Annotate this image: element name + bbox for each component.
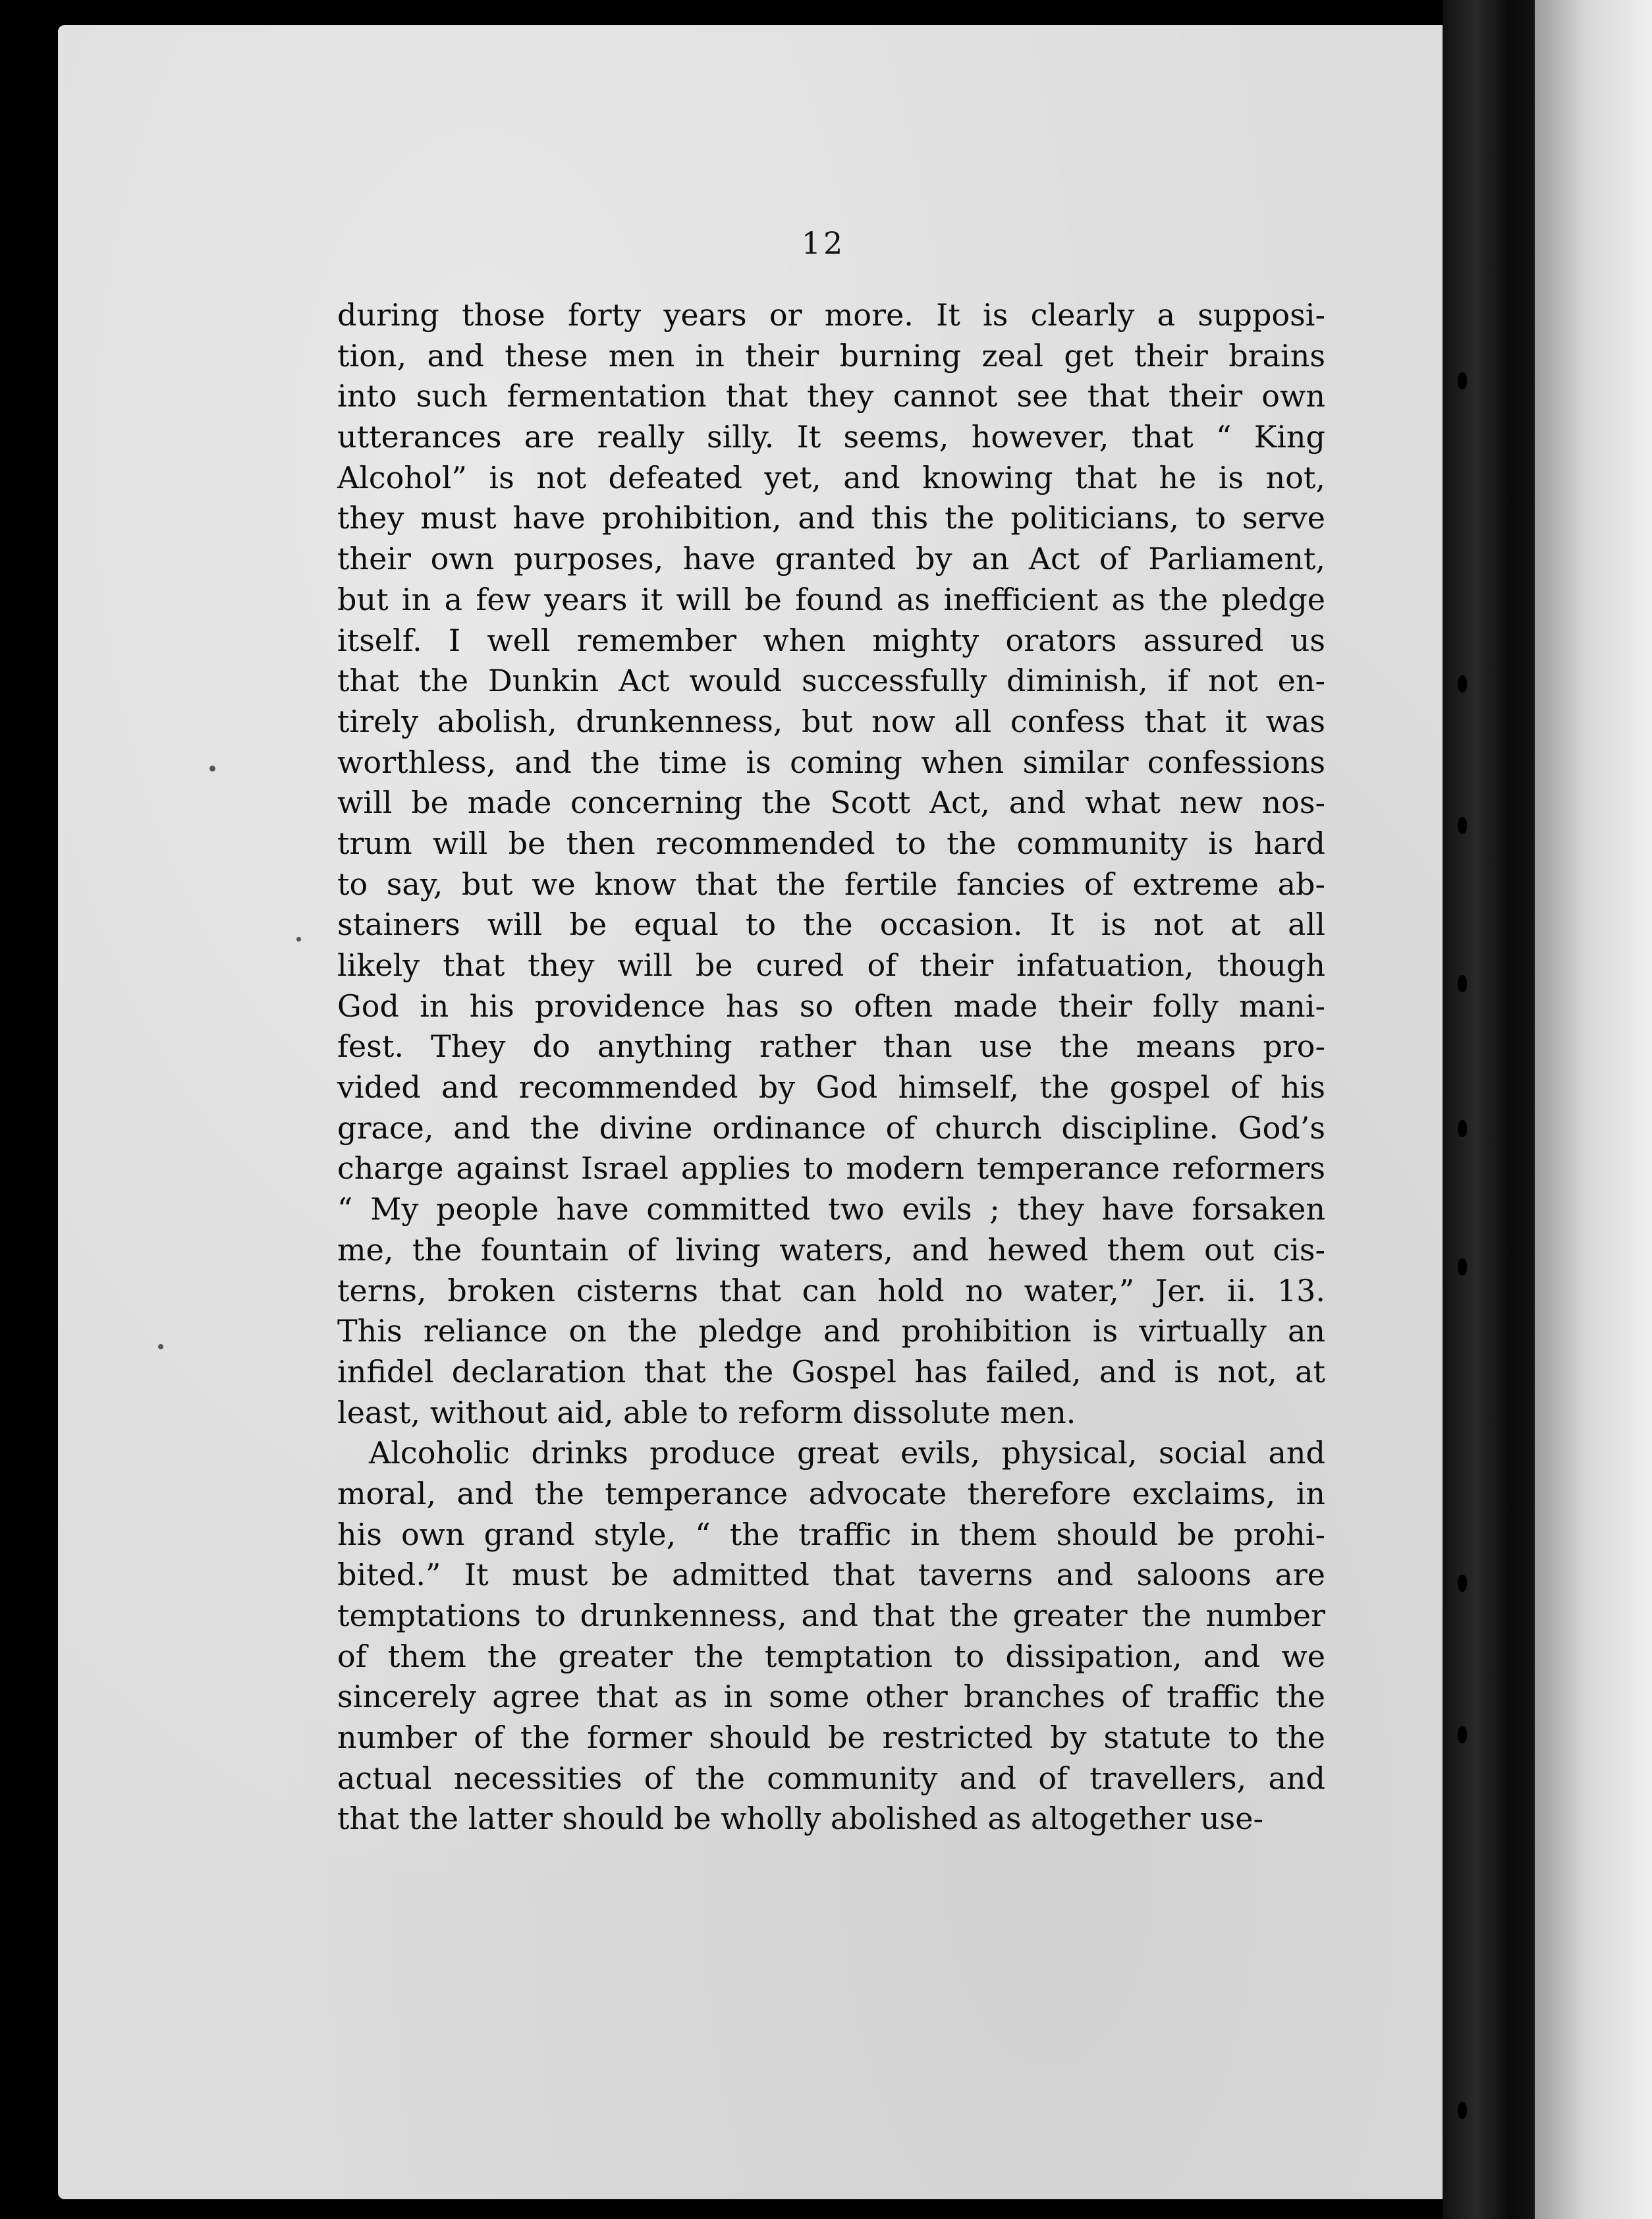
text-line: his own grand style, “ the traffic in them should be prohi- <box>337 1516 1325 1552</box>
text-line: Alcoholic drinks produce great evils, physical, social and <box>369 1435 1325 1471</box>
binding-hole-mark <box>1458 1575 1467 1592</box>
text-line: during those forty years or more. It is clearly a supposi- <box>337 297 1325 333</box>
text-line: temptations to drunkenness, and that the greater the number <box>337 1598 1325 1633</box>
paragraph <box>337 295 1325 1433</box>
text-line: moral, and the temperance advocate therefore exclaims, in <box>337 1475 1325 1511</box>
text-line: their own purposes, have granted by an Act of Parliament, <box>337 541 1325 577</box>
binding-hole-mark <box>1458 1726 1467 1743</box>
text-line: fest. They do anything rather than use the means pro- <box>337 1028 1325 1065</box>
text-line: utterances are really silly. It seems, however, that “ King <box>337 419 1325 455</box>
text-line: infidel declaration that the Gospel has failed, and is not, at <box>337 1353 1325 1390</box>
text-line: least, without aid, able to reform dissolute men. <box>337 1394 1076 1430</box>
page-number: 12 <box>801 225 846 261</box>
paper-speck <box>296 937 301 941</box>
paper-speck <box>209 766 215 772</box>
text-line: number of the former should be restricted by statute to the <box>337 1720 1325 1756</box>
binding-hole-mark <box>1458 372 1467 389</box>
text-line: but in a few years it will be found as inefficient as the pledge <box>337 581 1325 617</box>
text-line: of them the greater the temptation to dissipation, and we <box>337 1638 1325 1674</box>
text-line: terns, broken cisterns that can hold no water,” Jer. ii. 13. <box>337 1272 1325 1308</box>
binding-hole-mark <box>1458 1258 1467 1276</box>
binding-hole-mark <box>1458 1120 1467 1137</box>
text-line: sincerely agree that as in some other branches of traffic the <box>337 1679 1325 1715</box>
text-line: worthless, and the time is coming when similar confessions <box>337 744 1325 780</box>
text-line: to say, but we know that the fertile fancies of extreme ab- <box>337 866 1325 902</box>
text-line: trum will be then recommended to the community is hard <box>337 825 1325 861</box>
text-line: likely that they will be cured of their infatuation, though <box>337 947 1325 983</box>
text-line: Alcohol” is not defeated yet, and knowing that he is not, <box>337 459 1325 495</box>
text-line: me, the fountain of living waters, and hewed them out cis- <box>337 1231 1325 1268</box>
text-line: they must have prohibition, and this the politicians, to serve <box>337 500 1325 536</box>
text-line: actual necessities of the community and of travellers, and <box>337 1760 1325 1796</box>
paragraph <box>337 1433 1325 1840</box>
text-line: stainers will be equal to the occasion. It is not at all <box>337 907 1325 943</box>
text-line: will be made concerning the Scott Act, and what new nos- <box>337 785 1325 821</box>
binding-hole-mark <box>1458 817 1467 834</box>
paper-speck <box>158 1344 163 1349</box>
text-line: into such fermentation that they cannot see that their own <box>337 378 1325 414</box>
binding-hole-mark <box>1458 975 1467 992</box>
text-line: God in his providence has so often made their folly mani- <box>337 988 1325 1024</box>
text-line: that the Dunkin Act would successfully diminish, if not en- <box>337 663 1325 699</box>
text-line: grace, and the divine ordinance of church discipline. God’s <box>337 1110 1325 1146</box>
binding-hole-mark <box>1458 675 1467 692</box>
text-line: vided and recommended by God himself, the gospel of his <box>337 1069 1325 1106</box>
text-line: This reliance on the pledge and prohibition is virtually an <box>337 1313 1325 1349</box>
text-line: that the latter should be wholly abolished as altogether use- <box>337 1801 1263 1837</box>
text-line: itself. I well remember when mighty orators assured us <box>337 622 1325 658</box>
binding-hole-mark <box>1458 2102 1467 2119</box>
text-line: bited.” It must be admitted that taverns and saloons are <box>337 1557 1325 1593</box>
body-text <box>337 295 1325 1840</box>
facing-page-edge <box>1535 0 1652 2219</box>
text-line: tirely abolish, drunkenness, but now all confess that it was <box>337 703 1325 739</box>
text-line: charge against Israel applies to modern temperance reformers <box>337 1150 1325 1187</box>
text-line: tion, and these men in their burning zeal get their brains <box>337 337 1325 374</box>
text-line: “ My people have committed two evils ; they have forsaken <box>337 1191 1325 1227</box>
